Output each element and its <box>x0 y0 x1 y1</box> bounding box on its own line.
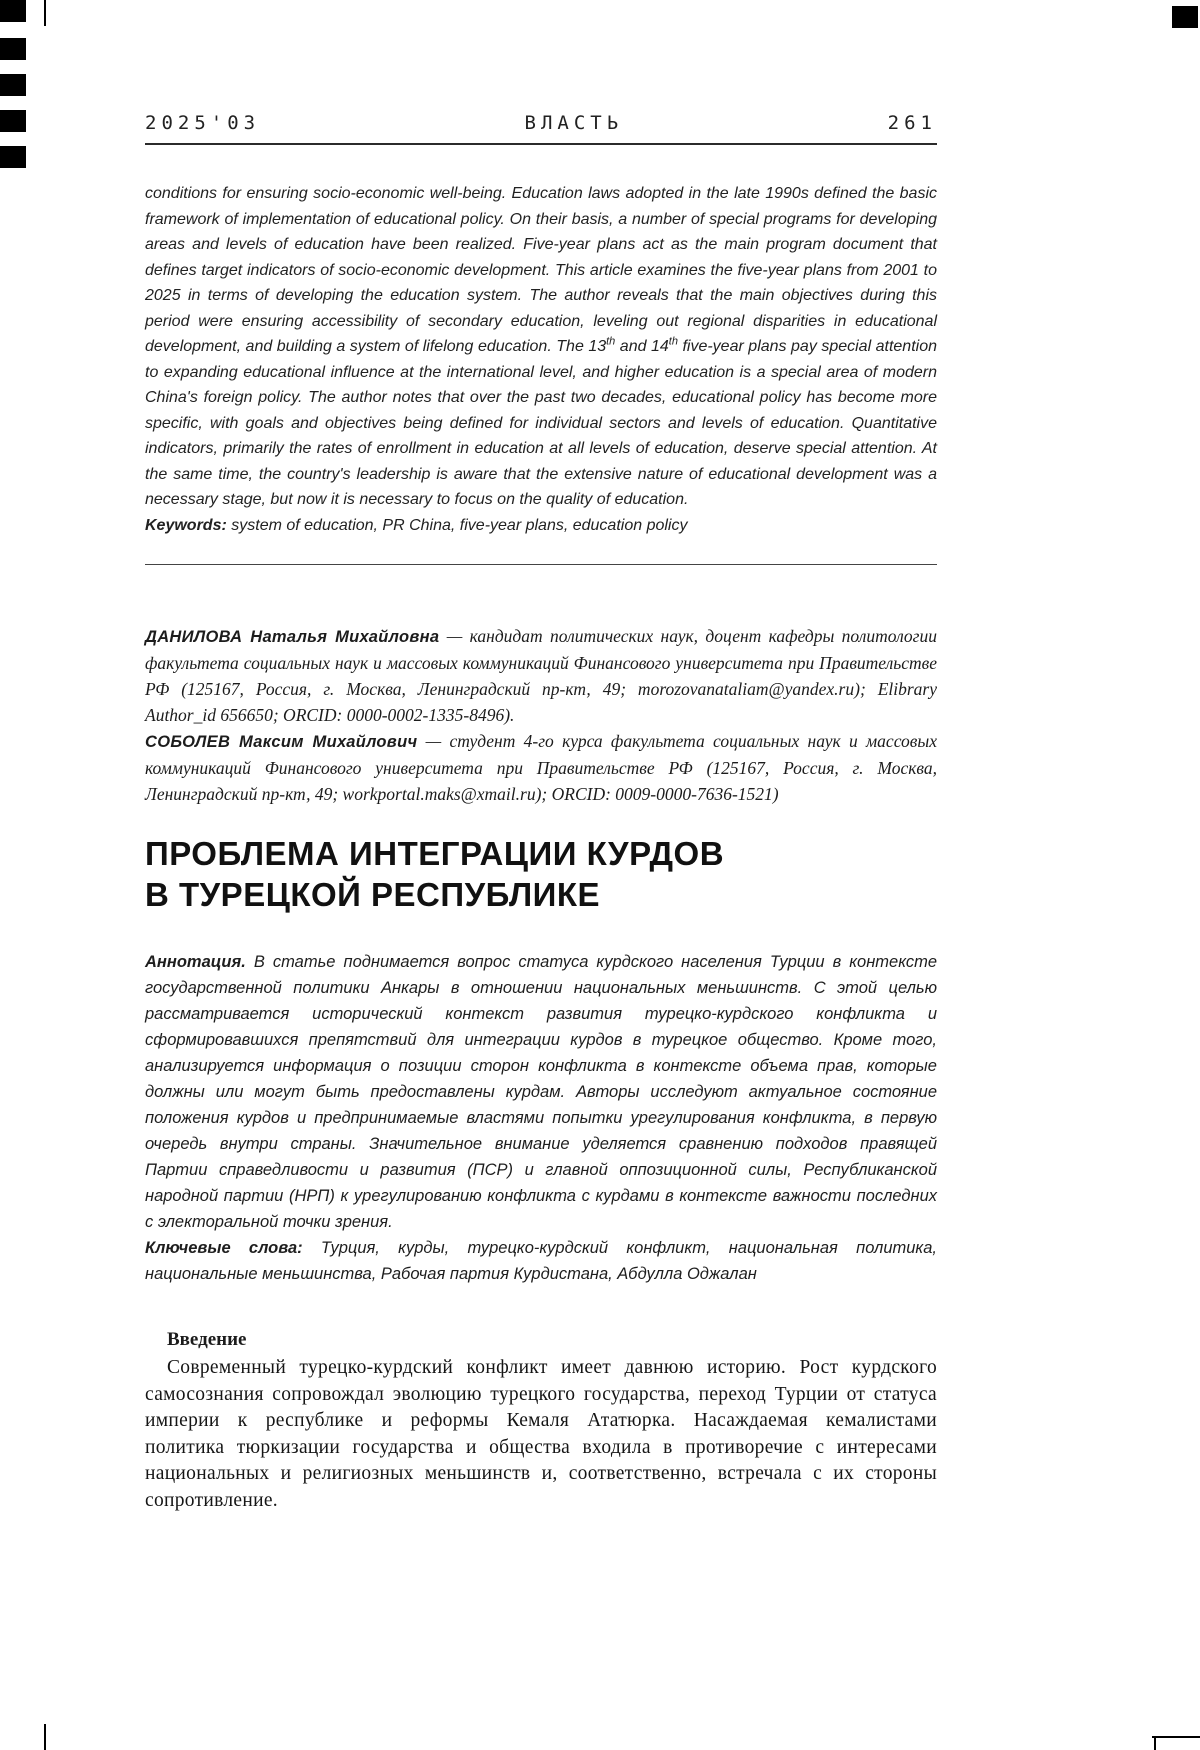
author-block <box>145 623 937 807</box>
crop-mark <box>44 0 46 26</box>
keywords-label: Keywords: <box>145 516 227 534</box>
crop-mark <box>44 1724 46 1750</box>
keywords-text: system of education, PR China, five-year plans, education policy <box>226 516 688 534</box>
section-heading-introduction: Введение <box>167 1329 247 1350</box>
color-bar-square <box>0 0 26 22</box>
abstract-text: conditions for ensuring socio-economic well-being. Education laws adopted in the late 1990s defined the basic framework of implementation of educational policy. On their basis, a number of special programs for developing areas and levels of education have been realized. Five-year plans act as the main program document that defines target indicators of socio-economic development. This article examines the five-year plans from 2001 to 2025 in terms of developing the education system. The author reveals that the main objectives during this period were ensuring accessibility of secondary education, leveling out regional disparities in educational development, and building a system of lifelong education. The 13 <box>145 185 937 355</box>
color-bar-square <box>0 146 26 168</box>
abstract-text: and 14 <box>615 338 669 355</box>
author-name: ДАНИЛОВА Наталья Михайловна <box>145 628 440 646</box>
issue-number: 2025'03 <box>145 112 261 134</box>
crop-mark <box>1154 1738 1156 1750</box>
author-affiliation: — студент 4-го курса факультета социальных наук и массовых коммуникаций Финансового университета при Правительстве РФ (125167, Россия, г. Москва, Ленинградский пр-кт, 49; workportal.maks@xmail.ru); ORCID: 0009-0000-7636-1521) <box>145 731 937 804</box>
english-abstract <box>145 181 937 538</box>
running-header <box>145 112 937 145</box>
color-bar-square <box>0 110 26 132</box>
section-divider <box>145 564 937 565</box>
english-keywords <box>145 513 937 539</box>
superscript: th <box>606 335 616 348</box>
body-paragraph: Современный турецко-курдский конфликт имеет давнюю историю. Рост курдского самосознания сопровождал эволюцию турецкого государства, переход Турции от статуса империи к республике и реформы Кемаля Ататюрка. Насаждаемая кемалистами политика тюркизации государства и общества входила в противоречие с интересами национальных и религиозных меньшинств и, соответственно, встречала с их стороны сопротивление. <box>145 1357 937 1511</box>
page-content <box>145 112 937 1514</box>
keywords-ru-label: Ключевые слова: <box>145 1239 303 1257</box>
title-line: В ТУРЕЦКОЙ РЕСПУБЛИКЕ <box>145 876 601 913</box>
title-line: ПРОБЛЕМА ИНТЕГРАЦИИ КУРДОВ <box>145 835 725 872</box>
abstract-text: five-year plans pay special attention to expanding educational influence at the international level, and higher education is a special area of modern China's foreign policy. The author notes that over the past two decades, educational policy has become more specific, with goals and objectives being defined for individual sectors and levels of education. Quantitative indicators, primarily the rates of enrollment in education at all levels of education, deserve special attention. At the same time, the country's leadership is aware that the extensive nature of educational development was a necessary stage, but now it is necessary to focus on the quality of education. <box>145 338 937 508</box>
annotation-text: В статье поднимается вопрос статуса курдского населения Турции в контексте государственной политики Анкары в отношении национальных меньшинств. С этой целью рассматривается исторический контекст развития турецко-курдского конфликта и сформировавшихся препятствий для интеграции курдов в турецкое общество. Кроме того, анализируется информация о позиции сторон конфликта в контексте объема прав, которые должны или могут быть предоставлены курдам. Авторы исследуют актуальное состояние положения курдов и предпринимаемые властями попытки урегулирования конфликта, в первую очередь внутри страны. Значительное внимание уделяется сравнению подходов правящей Партии справедливости и развития (ПСР) и главной оппозиционной силы, Республиканской народной партии (НРП) к урегулированию конфликта с курдами в контексте важности последних с электоральной точки зрения. <box>145 953 937 1231</box>
annotation-label: Аннотация. <box>145 953 246 971</box>
article-title <box>145 833 937 915</box>
author-entry <box>145 728 937 807</box>
keywords-ru-text: Турция, курды, турецко-курдский конфликт, национальная политика, национальные меньшинства, Рабочая партия Курдистана, Абдулла Оджалан <box>145 1239 937 1283</box>
page-number: 261 <box>887 112 937 134</box>
journal-title: ВЛАСТЬ <box>524 112 624 134</box>
color-bar-square <box>0 74 26 96</box>
author-entry <box>145 623 937 728</box>
color-bar-square <box>0 38 26 60</box>
author-name: СОБОЛЕВ Максим Михайлович <box>145 733 418 751</box>
author-affiliation: — кандидат политических наук, доцент кафедры политологии факультета социальных наук и массовых коммуникаций Финансового университета при Правительстве РФ (125167, Россия, г. Москва, Ленинградский пр-кт, 49; morozovanataliam@yandex.ru); Elibrary Author_id 656650; ORCID: 0000-0002-1335-8496). <box>145 626 937 725</box>
color-bar-square <box>1172 6 1198 28</box>
superscript: th <box>668 335 678 348</box>
annotation <box>145 949 937 1235</box>
crop-mark <box>1152 1736 1200 1738</box>
russian-keywords <box>145 1235 937 1287</box>
